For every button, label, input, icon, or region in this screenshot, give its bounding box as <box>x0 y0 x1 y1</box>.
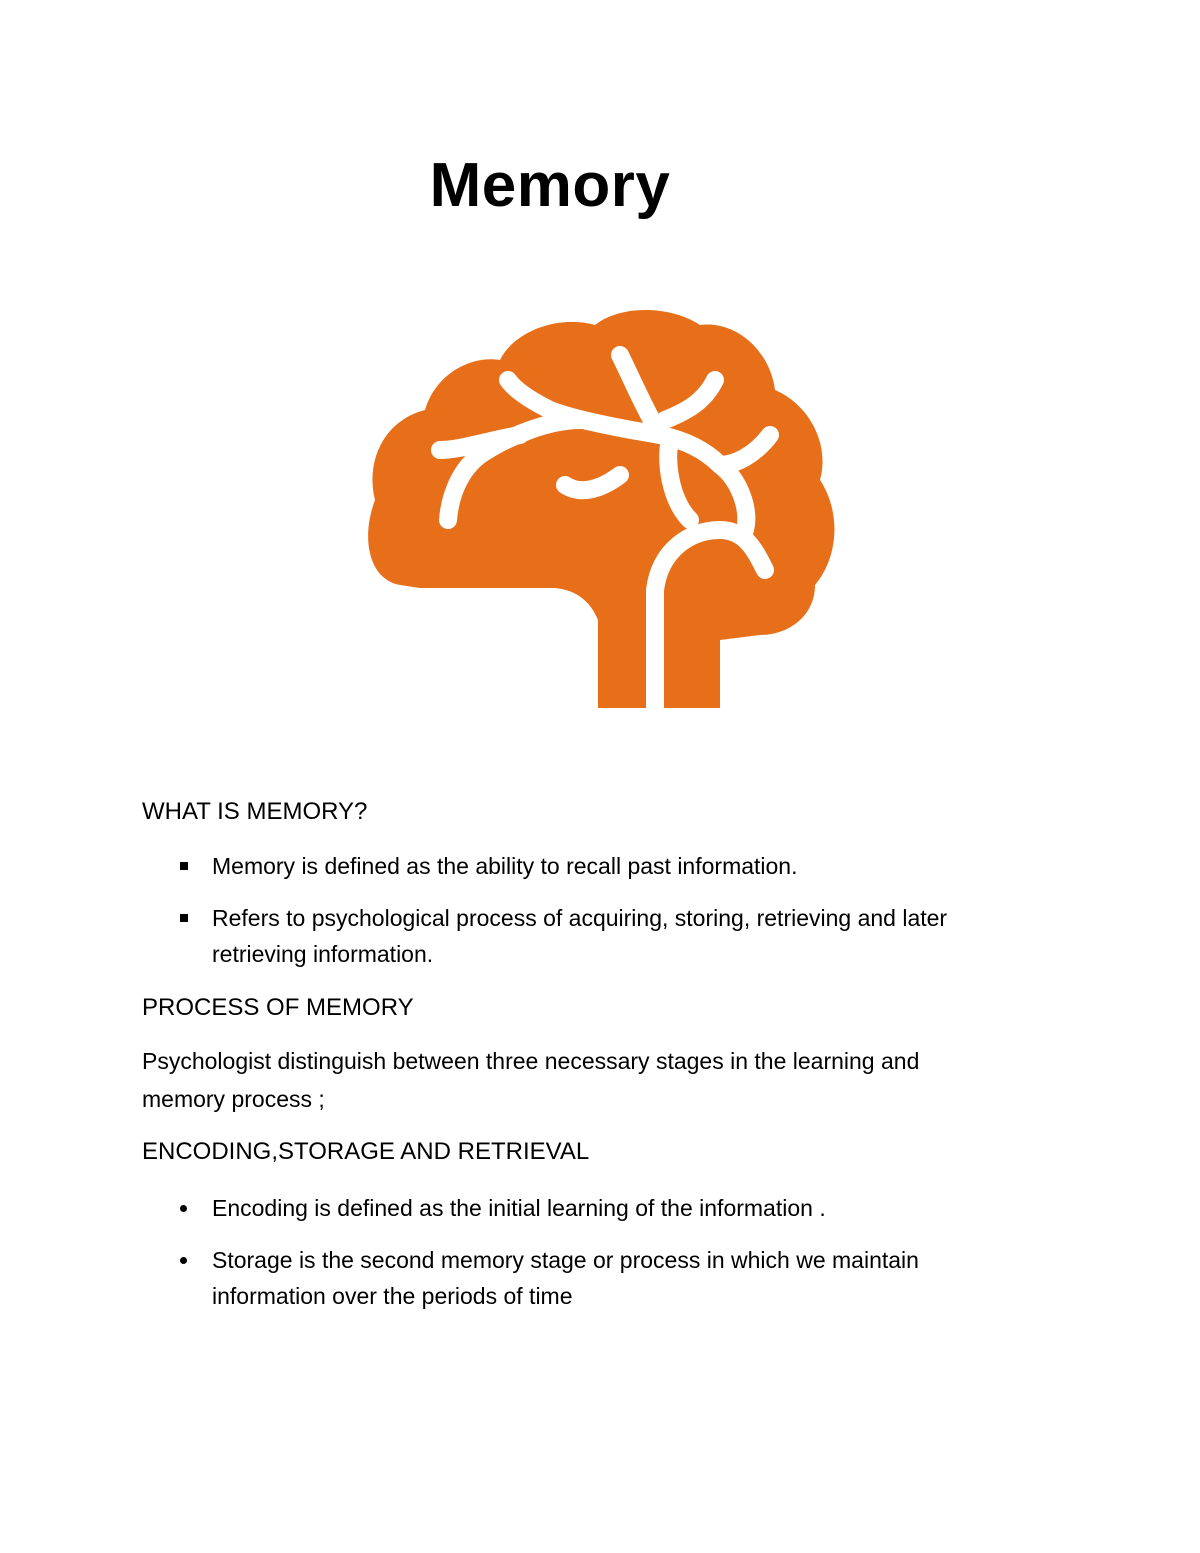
list-item <box>142 848 1042 884</box>
list-item <box>142 1190 1042 1226</box>
list-item-text: Storage is the second memory stage or process in which we maintain information over the periods of time <box>212 1247 919 1309</box>
list-item <box>142 1242 1042 1314</box>
list-item <box>142 900 1042 972</box>
list-item-text: Memory is defined as the ability to recall past information. <box>212 853 798 879</box>
heading-process-of-memory: PROCESS OF MEMORY <box>142 994 414 1021</box>
process-paragraph: Psychologist distinguish between three necessary stages in the learning and memory process ; <box>142 1048 920 1112</box>
list-item-text: Encoding is defined as the initial learning of the information . <box>212 1195 826 1221</box>
heading-what-is-memory: WHAT IS MEMORY? <box>142 798 368 825</box>
heading-stages: ENCODING,STORAGE AND RETRIEVAL <box>142 1138 590 1165</box>
page-title: Memory <box>429 151 671 220</box>
list-item-text: Refers to psychological process of acquiring, storing, retrieving and later retrieving information. <box>212 905 948 967</box>
brain-icon <box>360 300 840 710</box>
